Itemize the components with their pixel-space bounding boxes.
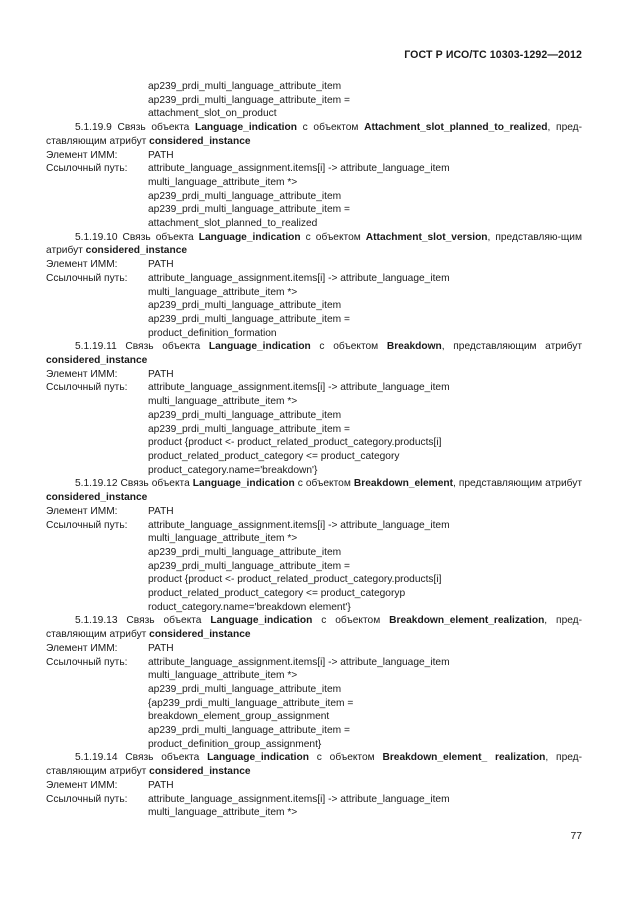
- heading-target: Attachment_slot_planned_to_realized: [364, 122, 548, 134]
- section-heading: [46, 477, 582, 504]
- path-label: Ссылочный путь:: [46, 163, 128, 175]
- heading-text: с объектом: [296, 122, 365, 134]
- heading-target: Attachment_slot_version: [365, 231, 488, 243]
- path-line: attribute_language_assignment.items[i] -> attribute_language_item: [148, 272, 450, 284]
- element-value: PATH: [148, 259, 174, 271]
- heading-entity: Language_indication: [207, 752, 309, 764]
- element-row: [46, 368, 582, 382]
- page-number: 77: [570, 831, 582, 842]
- path-line: attachment_slot_planned_to_realized: [148, 218, 318, 230]
- section-number: 5.1.19.12: [75, 478, 118, 490]
- element-label: Элемент ИММ:: [46, 642, 118, 654]
- section-heading: [46, 121, 582, 148]
- path-line: attribute_language_assignment.items[i] -> attribute_language_item: [148, 519, 450, 531]
- heading-text: Связь объекта: [117, 231, 199, 243]
- path-label: Ссылочный путь:: [46, 656, 128, 668]
- element-label: Элемент ИММ:: [46, 779, 118, 791]
- section-number: 5.1.19.14: [75, 752, 118, 764]
- lead-line: ap239_prdi_multi_language_attribute_item: [148, 81, 342, 92]
- path-line: multi_language_attribute_item *>: [148, 807, 298, 819]
- path-line: multi_language_attribute_item *>: [148, 396, 298, 408]
- section: [46, 477, 582, 614]
- path-line: multi_language_attribute_item *>: [148, 176, 298, 188]
- path-line: product_definition_group_assignment}: [148, 738, 322, 750]
- path-line: ap239_prdi_multi_language_attribute_item =: [148, 204, 350, 216]
- element-value: PATH: [148, 149, 174, 161]
- element-label: Элемент ИММ:: [46, 368, 118, 380]
- heading-text: , представляю-щим атрибут: [46, 231, 583, 257]
- heading-entity: Language_indication: [210, 615, 313, 627]
- element-label: Элемент ИММ:: [46, 505, 118, 517]
- heading-attribute: considered_instance: [149, 766, 251, 778]
- path-line: ap239_prdi_multi_language_attribute_item: [148, 546, 342, 558]
- heading-target: Breakdown: [386, 341, 442, 353]
- path-line: ap239_prdi_multi_language_attribute_item: [148, 409, 342, 421]
- path-line: ap239_prdi_multi_language_attribute_item: [148, 190, 342, 202]
- path-line: breakdown_element_group_assignment: [148, 711, 330, 723]
- path-line: ap239_prdi_multi_language_attribute_item: [148, 683, 342, 695]
- element-row: [46, 642, 582, 656]
- path-line: ap239_prdi_multi_language_attribute_item: [148, 300, 342, 312]
- heading-attribute: considered_instance: [46, 355, 148, 367]
- section: [46, 751, 582, 820]
- path-line: ap239_prdi_multi_language_attribute_item =: [148, 725, 350, 737]
- element-value: PATH: [148, 642, 174, 654]
- path-label: Ссылочный путь:: [46, 382, 128, 394]
- heading-attribute: considered_instance: [46, 492, 148, 504]
- path-row: [46, 162, 582, 176]
- heading-text: с объектом: [308, 752, 383, 764]
- heading-target: Breakdown_element: [353, 478, 453, 490]
- path-line: product_related_product_category <= product_categoryp: [148, 588, 406, 600]
- section-heading: [46, 340, 582, 367]
- section-number: 5.1.19.10: [75, 231, 118, 243]
- element-value: PATH: [148, 779, 174, 791]
- path-line: attribute_language_assignment.items[i] -> attribute_language_item: [148, 656, 450, 668]
- heading-entity: Language_indication: [198, 231, 301, 243]
- path-label: Ссылочный путь:: [46, 793, 128, 805]
- element-value: PATH: [148, 505, 174, 517]
- heading-text: , пред-ставляющим атрибут: [46, 122, 583, 147]
- section: [46, 231, 582, 341]
- path-row: [46, 519, 582, 533]
- element-label: Элемент ИММ:: [46, 259, 118, 271]
- heading-attribute: considered_instance: [149, 135, 251, 147]
- lead-line: ap239_prdi_multi_language_attribute_item =: [148, 94, 350, 106]
- section-heading: [46, 231, 582, 258]
- section-heading: [46, 614, 582, 641]
- path-line: product_category.name='breakdown'}: [148, 464, 318, 476]
- path-line: {ap239_prdi_multi_language_attribute_item =: [148, 697, 354, 709]
- heading-entity: Language_indication: [192, 478, 295, 490]
- path-line: multi_language_attribute_item *>: [148, 670, 298, 682]
- path-row: [46, 793, 582, 807]
- section-number: 5.1.19.11: [75, 341, 117, 353]
- heading-text: Связь объекта: [117, 478, 193, 490]
- element-value: PATH: [148, 368, 174, 380]
- heading-text: , пред-ставляющим атрибут: [46, 752, 583, 778]
- path-line: roduct_category.name='breakdown element'}: [148, 601, 351, 613]
- element-row: [46, 149, 582, 163]
- path-line: product_related_product_category <= product_category: [148, 450, 400, 462]
- path-line: attribute_language_assignment.items[i] -> attribute_language_item: [148, 382, 450, 394]
- path-line: product {product <- product_related_product_category.products[i]: [148, 437, 442, 449]
- heading-attribute: considered_instance: [149, 629, 251, 641]
- element-row: [46, 258, 582, 272]
- lead-line: attachment_slot_on_product: [148, 108, 277, 120]
- heading-text: , представляющим атрибут: [453, 478, 582, 490]
- path-row: [46, 272, 582, 286]
- element-label: Элемент ИММ:: [46, 149, 118, 161]
- document-header: ГОСТ Р ИСО/ТС 10303-1292—2012: [404, 49, 582, 61]
- heading-text: Связь объекта: [111, 122, 196, 134]
- heading-text: с объектом: [294, 478, 354, 490]
- path-line: ap239_prdi_multi_language_attribute_item =: [148, 560, 350, 572]
- section: [46, 340, 582, 477]
- path-label: Ссылочный путь:: [46, 519, 128, 531]
- document-body: [46, 80, 582, 820]
- heading-text: Связь объекта: [117, 615, 211, 627]
- heading-text: , пред-ставляющим атрибут: [46, 615, 583, 641]
- section-number: 5.1.19.13: [75, 615, 118, 627]
- heading-target: Breakdown_element_realization: [389, 615, 545, 627]
- path-line: attribute_language_assignment.items[i] -> attribute_language_item: [148, 793, 450, 805]
- heading-text: с объектом: [312, 615, 390, 627]
- path-line: attribute_language_assignment.items[i] -> attribute_language_item: [148, 163, 450, 175]
- section: [46, 614, 582, 751]
- heading-text: Связь объекта: [117, 752, 208, 764]
- heading-text: Связь объекта: [116, 341, 209, 353]
- heading-attribute: considered_instance: [85, 245, 188, 257]
- section-number: 5.1.19.9: [75, 122, 112, 134]
- element-row: [46, 779, 582, 793]
- path-line: product {product <- product_related_product_category.products[i]: [148, 574, 442, 586]
- path-line: multi_language_attribute_item *>: [148, 533, 298, 545]
- heading-target: Breakdown_element_ realization: [382, 752, 546, 764]
- element-row: [46, 505, 582, 519]
- path-label: Ссылочный путь:: [46, 272, 128, 284]
- heading-text: , представляющим атрибут: [441, 341, 583, 353]
- heading-entity: Language_indication: [208, 341, 311, 353]
- heading-text: с объектом: [300, 231, 366, 243]
- heading-entity: Language_indication: [195, 122, 297, 134]
- path-line: ap239_prdi_multi_language_attribute_item =: [148, 313, 350, 325]
- heading-text: с объектом: [310, 341, 387, 353]
- path-line: ap239_prdi_multi_language_attribute_item =: [148, 423, 350, 435]
- path-row: [46, 381, 582, 395]
- path-row: [46, 656, 582, 670]
- section: [46, 121, 582, 231]
- path-line: multi_language_attribute_item *>: [148, 286, 298, 298]
- section-heading: [46, 751, 582, 778]
- path-line: product_definition_formation: [148, 327, 277, 339]
